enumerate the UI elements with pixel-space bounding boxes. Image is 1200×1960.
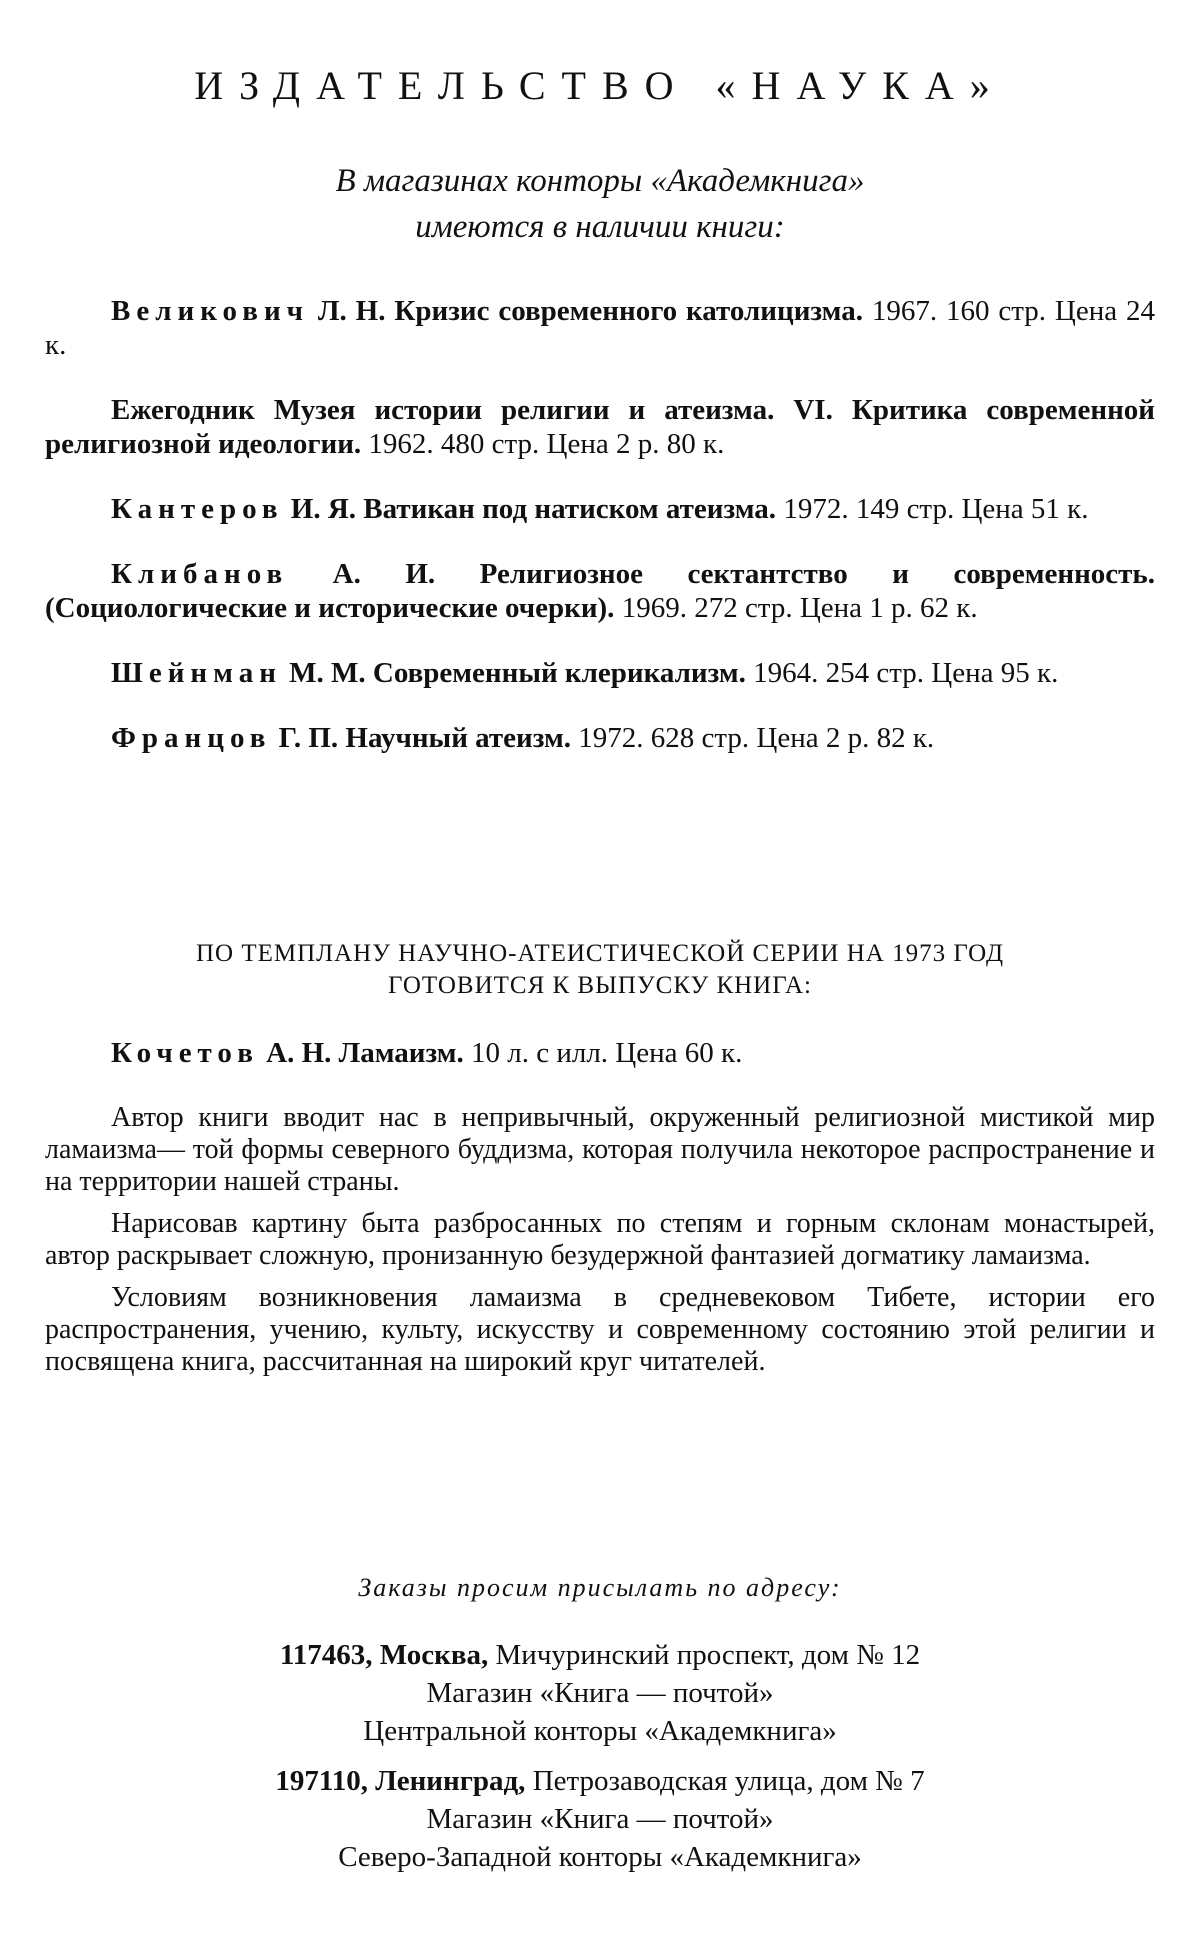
featured-book-initials: А. Н. xyxy=(258,1037,332,1069)
address-street-line xyxy=(45,1636,1155,1674)
book-author: Шейнман xyxy=(111,657,282,689)
book-description xyxy=(45,1102,1155,1388)
book-title: Современный клерикализм. xyxy=(372,657,746,689)
availability-subtitle xyxy=(45,158,1155,250)
address-index-city: 117463, Москва, xyxy=(279,1639,489,1671)
address-street: Мичуринский проспект, дом № 12 xyxy=(488,1639,921,1671)
book-initials: Л. Н. xyxy=(309,295,386,327)
featured-book-details: 10 л. с илл. Цена 60 к. xyxy=(471,1037,743,1069)
catalog-page xyxy=(45,0,1155,1960)
featured-book-title: Ламаизм. xyxy=(338,1037,464,1069)
address-index-city: 197110, Ленинград, xyxy=(275,1765,526,1797)
address-street: Петрозаводская улица, дом № 7 xyxy=(525,1765,925,1797)
book-entry xyxy=(45,656,1155,690)
order-note: Заказы просим присылать по адресу: xyxy=(358,1573,842,1602)
plan-heading-line-1: ПО ТЕМПЛАНУ НАУЧНО-АТЕИСТИЧЕСКОЙ СЕРИИ НА 1973 ГОД xyxy=(195,940,1005,967)
book-author: Кантеров xyxy=(111,493,284,525)
book-details: 1967. 160 стр. Цена 24 к. xyxy=(45,295,1156,361)
address-moscow xyxy=(45,1636,1155,1750)
plan-heading-line-2: ГОТОВИТСЯ К ВЫПУСКУ КНИГА: xyxy=(388,972,812,999)
book-title: Научный атеизм. xyxy=(345,722,571,754)
book-title: Религиозное сектантство и современность. (Социологические и исторические очерки). xyxy=(45,558,1156,624)
book-author: Клибанов xyxy=(111,558,289,590)
plan-heading xyxy=(45,938,1155,1002)
subtitle-line-2: имеются в наличии книги: xyxy=(415,209,785,245)
book-title: Ватикан под натиском атеизма. xyxy=(363,493,777,525)
book-entry xyxy=(45,492,1155,526)
address-leningrad xyxy=(45,1762,1155,1876)
book-author: Великович xyxy=(111,295,310,327)
address-office: Северо-Западной конторы «Академкнига» xyxy=(338,1841,862,1873)
book-entry xyxy=(45,294,1155,362)
book-initials: А. И. xyxy=(288,558,436,590)
featured-book-author: Кочетов xyxy=(111,1037,259,1069)
book-initials: И. Я. xyxy=(283,493,357,525)
publisher-heading: ИЗДАТЕЛЬСТВО «НАУКА» xyxy=(194,63,1006,108)
book-entry xyxy=(45,557,1155,625)
book-entry xyxy=(45,721,1155,755)
book-initials: М. М. xyxy=(281,657,366,689)
book-title: Ежегодник Музея истории религии и атеизма. VI. Критика современной религиозной идеологии. xyxy=(45,394,1155,460)
book-details: 1972. 628 стр. Цена 2 р. 82 к. xyxy=(578,722,935,754)
book-details: 1972. 149 стр. Цена 51 к. xyxy=(783,493,1089,525)
book-entry xyxy=(45,393,1155,461)
address-shop: Магазин «Книга — почтой» xyxy=(426,1803,774,1835)
book-details: 1964. 254 стр. Цена 95 к. xyxy=(753,657,1059,689)
featured-book xyxy=(45,1036,1155,1070)
description-paragraph: Условиям возникновения ламаизма в средневековом Тибете, истории его распространения, учению, культу, искусству и современному состоянию этой религии и посвящена книга, рассчитанная на широкий круг читателей. xyxy=(45,1282,1155,1377)
book-title: Кризис современного католицизма. xyxy=(394,295,863,327)
subtitle-line-1: В магазинах конторы «Академкнига» xyxy=(335,163,865,199)
address-shop: Магазин «Книга — почтой» xyxy=(426,1677,774,1709)
book-author: Францов xyxy=(111,722,272,754)
book-details: 1969. 272 стр. Цена 1 р. 62 к. xyxy=(621,592,978,624)
address-list xyxy=(45,1636,1155,1888)
address-street-line xyxy=(45,1762,1155,1800)
book-initials: Г. П. xyxy=(271,722,339,754)
description-paragraph: Автор книги вводит нас в непривычный, окруженный религиозной мистикой мир ламаизма— той формы северного буддизма, которая получила некоторое распространение и на территории нашей страны. xyxy=(45,1102,1155,1197)
book-details: 1962. 480 стр. Цена 2 р. 80 к. xyxy=(368,428,725,460)
book-list xyxy=(45,294,1155,786)
description-paragraph: Нарисовав картину быта разбросанных по степям и горным склонам монастырей, автор раскрывает сложную, пронизанную безудержной фантазией догматику ламаизма. xyxy=(45,1208,1155,1271)
address-office: Центральной конторы «Академкнига» xyxy=(363,1715,837,1747)
